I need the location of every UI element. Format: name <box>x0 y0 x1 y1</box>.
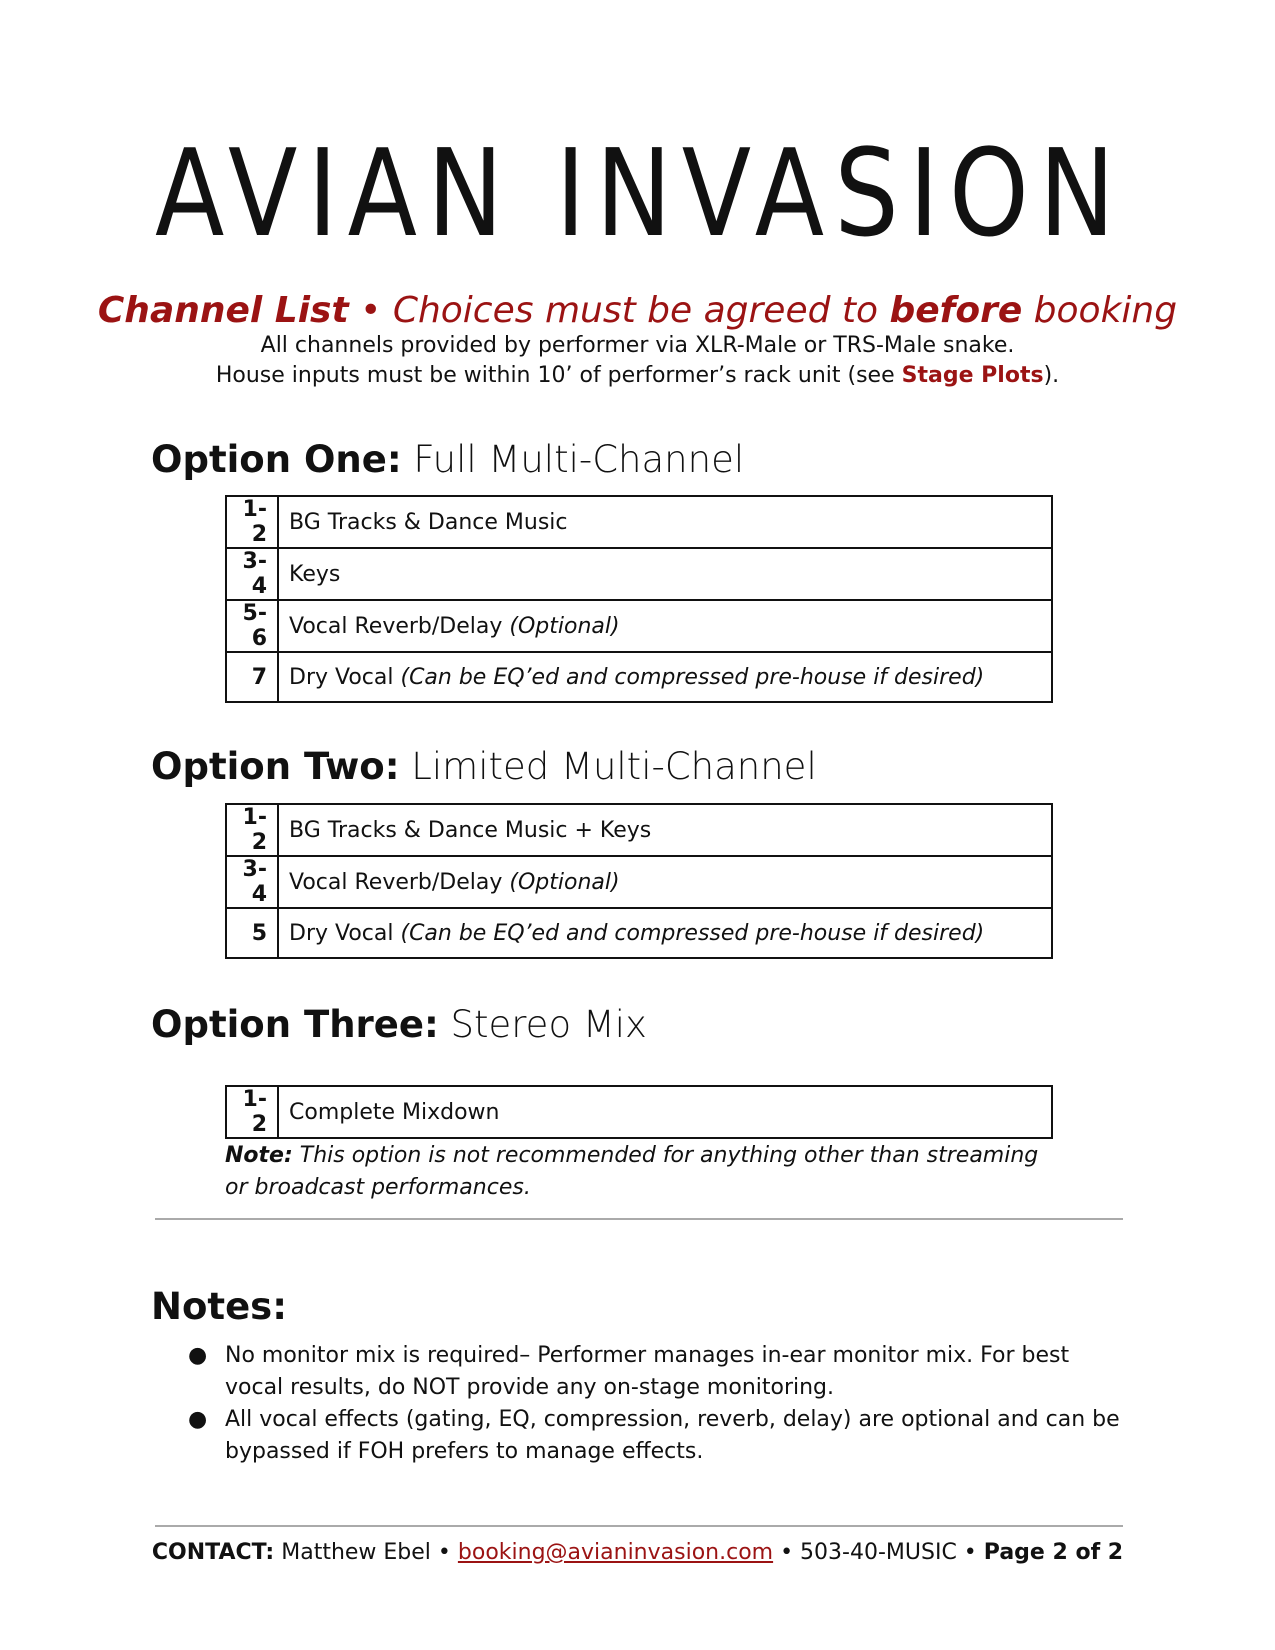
stage-plots-link: Stage Plots <box>901 363 1044 388</box>
table-row: 1-2 BG Tracks & Dance Music + Keys <box>226 804 1052 856</box>
option-three-note: Note: This option is not recommended for anything other than streaming or broadcast performances. <box>225 1143 1039 1200</box>
table-row: 5-6 Vocal Reverb/Delay (Optional) <box>226 600 1052 652</box>
option-one-heading: Option One: Full Multi-Channel <box>151 438 745 481</box>
table-row: 1-2 Complete Mixdown <box>226 1086 1052 1138</box>
notes-heading: Notes: <box>151 1285 287 1328</box>
option-one-table <box>225 495 1053 703</box>
intro-line-2: House inputs must be within 10’ of performer’s rack unit (see Stage Plots). <box>215 363 1060 388</box>
bullet-icon: ● <box>188 1407 208 1432</box>
option-three-heading: Option Three: Stereo Mix <box>151 1003 647 1046</box>
list-item: ● No monitor mix is required– Performer manages in-ear monitor mix. For best vocal results, do NOT provide any on-stage monitoring. <box>180 1340 1120 1404</box>
table-row: 1-2 BG Tracks & Dance Music <box>226 496 1052 548</box>
table-row: 3-4 Vocal Reverb/Delay (Optional) <box>226 856 1052 908</box>
notes-list <box>180 1340 1120 1468</box>
logo-text: AVIAN INVASION <box>155 125 1125 264</box>
footer-contact: CONTACT: Matthew Ebel • booking@avianinvasion.com • 503-40-MUSIC • Page 2 of 2 <box>151 1540 1124 1565</box>
page-subtitle: Channel List • Choices must be agreed to before booking <box>97 290 1178 331</box>
list-item: ● All vocal effects (gating, EQ, compression, reverb, delay) are optional and can be bypassed if FOH prefers to manage effects. <box>180 1404 1120 1468</box>
option-two-table <box>225 803 1053 959</box>
table-row: 3-4 Keys <box>226 548 1052 600</box>
band-logo <box>150 125 1130 264</box>
divider <box>155 1218 1123 1220</box>
option-three-table <box>225 1085 1053 1139</box>
subtitle-emphasis: before <box>889 290 1023 331</box>
bullet-icon: ● <box>188 1343 208 1368</box>
table-row: 7 Dry Vocal (Can be EQ’ed and compressed pre-house if desired) <box>226 652 1052 702</box>
email-link[interactable]: booking@avianinvasion.com <box>457 1540 774 1565</box>
footer-divider <box>155 1525 1123 1527</box>
subtitle-title: Channel List <box>97 290 349 331</box>
table-row: 5 Dry Vocal (Can be EQ’ed and compressed pre-house if desired) <box>226 908 1052 958</box>
page-number: Page 2 of 2 <box>983 1540 1124 1565</box>
intro-line-1: All channels provided by performer via XLR-Male or TRS-Male snake. <box>260 333 1015 358</box>
option-two-heading: Option Two: Limited Multi-Channel <box>151 745 817 788</box>
